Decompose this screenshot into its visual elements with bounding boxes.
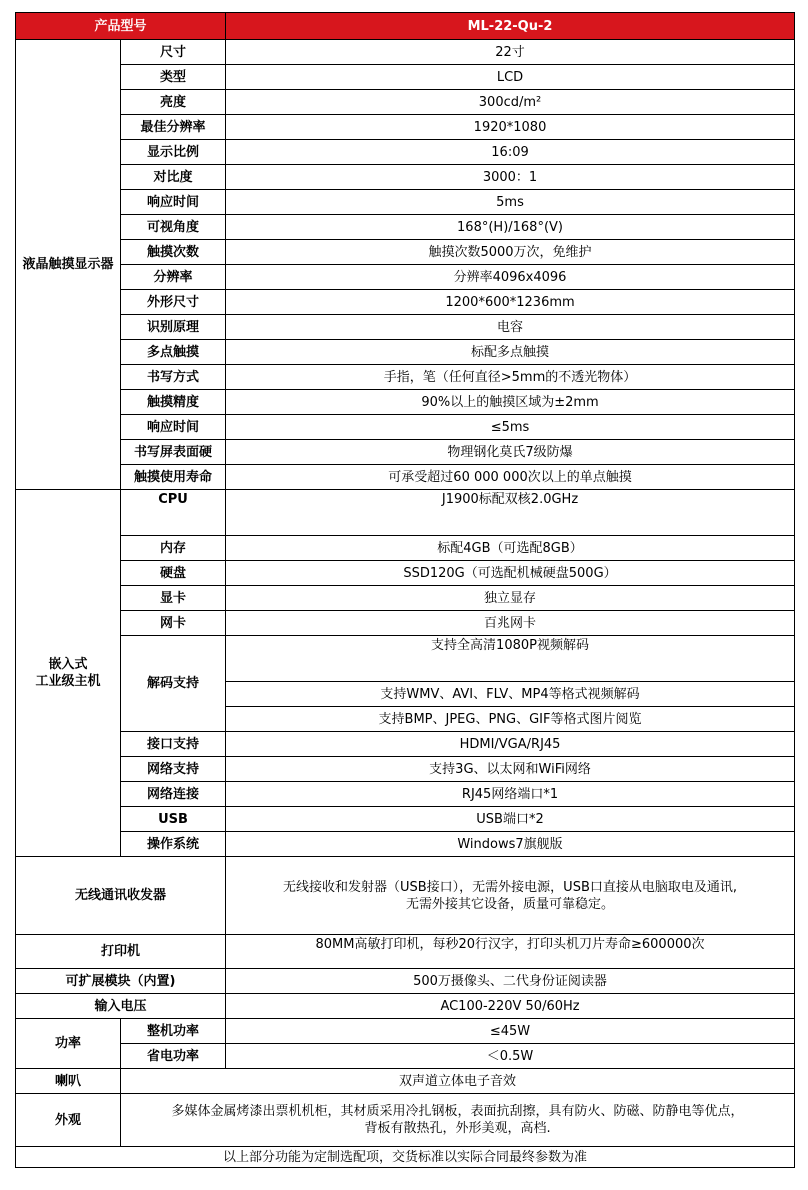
spec-key: USB xyxy=(121,807,226,832)
spec-value: 1200*600*1236mm xyxy=(226,290,795,315)
spec-key: 网络连接 xyxy=(121,782,226,807)
table-row xyxy=(16,732,795,757)
spec-key: 网卡 xyxy=(121,611,226,636)
table-row xyxy=(16,782,795,807)
spec-value: AC100-220V 50/60Hz xyxy=(226,994,795,1019)
table-row xyxy=(16,1069,795,1094)
spec-value: 物理钢化莫氏7级防爆 xyxy=(226,440,795,465)
spec-value: 支持3G、以太网和WiFi网络 xyxy=(226,757,795,782)
table-row xyxy=(16,1094,795,1147)
spec-value: 3000：1 xyxy=(226,165,795,190)
table-row xyxy=(16,415,795,440)
table-row xyxy=(16,390,795,415)
spec-key: 响应时间 xyxy=(121,190,226,215)
spec-value: 80MM高敏打印机，每秒20行汉字，打印头机刀片寿命≥600000次 xyxy=(226,935,795,969)
category-power: 功率 xyxy=(16,1019,121,1069)
spec-value: 支持BMP、JPEG、PNG、GIF等格式图片阅览 xyxy=(226,707,795,732)
table-row xyxy=(16,757,795,782)
spec-value xyxy=(226,857,795,935)
category-host xyxy=(16,490,121,857)
wireless-line1: 无线接收和发射器（USB接口），无需外接电源，USB口直接从电脑取电及通讯, xyxy=(283,879,738,895)
category-lcd: 液晶触摸显示器 xyxy=(16,40,121,490)
spec-value: SSD120G（可选配机械硬盘500G） xyxy=(226,561,795,586)
spec-key: CPU xyxy=(121,490,226,536)
spec-key: 最佳分辨率 xyxy=(121,115,226,140)
table-row xyxy=(16,365,795,390)
appearance-line2: 背板有散热孔，外形美观，高档. xyxy=(364,1121,551,1136)
table-row xyxy=(16,340,795,365)
spec-value: RJ45网络端口*1 xyxy=(226,782,795,807)
table-row xyxy=(16,857,795,935)
table-row xyxy=(16,40,795,65)
spec-key: 触摸次数 xyxy=(121,240,226,265)
table-row xyxy=(16,115,795,140)
spec-value xyxy=(121,1094,795,1147)
table-row xyxy=(16,969,795,994)
spec-value: Windows7旗舰版 xyxy=(226,832,795,857)
table-row xyxy=(16,465,795,490)
spec-value: HDMI/VGA/RJ45 xyxy=(226,732,795,757)
appearance-line1: 多媒体金属烤漆出票机机柜，其材质采用冷扎钢板，表面抗刮擦，具有防火、防磁、防静电等优点， xyxy=(171,1104,744,1119)
spec-key: 分辨率 xyxy=(121,265,226,290)
spec-value: 百兆网卡 xyxy=(226,611,795,636)
spec-value: ＜0.5W xyxy=(226,1044,795,1069)
spec-value: 分辨率4096x4096 xyxy=(226,265,795,290)
spec-key: 识别原理 xyxy=(121,315,226,340)
spec-key: 网络支持 xyxy=(121,757,226,782)
spec-value: 16:09 xyxy=(226,140,795,165)
table-row xyxy=(16,611,795,636)
spec-value: 可承受超过60 000 000次以上的单点触摸 xyxy=(226,465,795,490)
spec-key: 喇叭 xyxy=(16,1069,121,1094)
spec-value: 5ms xyxy=(226,190,795,215)
spec-key: 无线通讯收发器 xyxy=(16,857,226,935)
spec-value: LCD xyxy=(226,65,795,90)
table-row xyxy=(16,1019,795,1044)
spec-key: 内存 xyxy=(121,536,226,561)
spec-value: ≤45W xyxy=(226,1019,795,1044)
table-row xyxy=(16,265,795,290)
spec-key: 亮度 xyxy=(121,90,226,115)
spec-key: 外形尺寸 xyxy=(121,290,226,315)
table-row xyxy=(16,90,795,115)
spec-table xyxy=(15,12,795,1168)
spec-value: 标配4GB（可选配8GB） xyxy=(226,536,795,561)
spec-key: 书写方式 xyxy=(121,365,226,390)
table-row xyxy=(16,215,795,240)
spec-value: 触摸次数5000万次，免维护 xyxy=(226,240,795,265)
table-row xyxy=(16,240,795,265)
table-row xyxy=(16,586,795,611)
header-row xyxy=(16,13,795,40)
header-model: ML-22-Qu-2 xyxy=(226,13,795,40)
spec-key: 打印机 xyxy=(16,935,226,969)
table-row xyxy=(16,190,795,215)
category-host-line2: 工业级主机 xyxy=(35,674,101,689)
spec-key: 类型 xyxy=(121,65,226,90)
spec-key: 操作系统 xyxy=(121,832,226,857)
spec-value: 90%以上的触摸区域为±2mm xyxy=(226,390,795,415)
spec-value: 标配多点触摸 xyxy=(226,340,795,365)
table-row xyxy=(16,807,795,832)
spec-value: 168°(H)/168°(V) xyxy=(226,215,795,240)
spec-value: 手指，笔（任何直径>5mm的不透光物体） xyxy=(226,365,795,390)
table-row xyxy=(16,65,795,90)
spec-key: 尺寸 xyxy=(121,40,226,65)
spec-value: 支持全高清1080P视频解码 xyxy=(226,636,795,682)
spec-key: 响应时间 xyxy=(121,415,226,440)
spec-key: 整机功率 xyxy=(121,1019,226,1044)
spec-key: 显示比例 xyxy=(121,140,226,165)
table-row xyxy=(16,1044,795,1069)
spec-value: J1900标配双核2.0GHz xyxy=(226,490,795,536)
header-label: 产品型号 xyxy=(16,13,226,40)
spec-key: 可扩展模块（内置) xyxy=(16,969,226,994)
category-host-line1: 嵌入式 xyxy=(48,657,88,672)
spec-value: 22寸 xyxy=(226,40,795,65)
spec-key: 显卡 xyxy=(121,586,226,611)
spec-key: 可视角度 xyxy=(121,215,226,240)
table-row xyxy=(16,290,795,315)
spec-value: 双声道立体电子音效 xyxy=(121,1069,795,1094)
wireless-line2: 无需外接其它设备，质量可靠稳定。 xyxy=(406,896,615,912)
table-row xyxy=(16,994,795,1019)
spec-value: 支持WMV、AVI、FLV、MP4等格式视频解码 xyxy=(226,682,795,707)
table-row xyxy=(16,536,795,561)
spec-key: 多点触摸 xyxy=(121,340,226,365)
spec-value: 1920*1080 xyxy=(226,115,795,140)
spec-key: 接口支持 xyxy=(121,732,226,757)
spec-key: 触摸精度 xyxy=(121,390,226,415)
table-row xyxy=(16,440,795,465)
spec-key: 硬盘 xyxy=(121,561,226,586)
spec-value: ≤5ms xyxy=(226,415,795,440)
footnote-row xyxy=(16,1147,795,1168)
spec-value: 电容 xyxy=(226,315,795,340)
table-row xyxy=(16,636,795,682)
spec-key: 外观 xyxy=(16,1094,121,1147)
table-row xyxy=(16,315,795,340)
table-row xyxy=(16,140,795,165)
spec-key: 输入电压 xyxy=(16,994,226,1019)
table-row xyxy=(16,165,795,190)
spec-key: 书写屏表面硬 xyxy=(121,440,226,465)
spec-key: 对比度 xyxy=(121,165,226,190)
spec-key: 触摸使用寿命 xyxy=(121,465,226,490)
table-row xyxy=(16,490,795,536)
spec-key: 解码支持 xyxy=(121,636,226,732)
table-row xyxy=(16,832,795,857)
spec-key: 省电功率 xyxy=(121,1044,226,1069)
footnote: 以上部分功能为定制选配项，交货标准以实际合同最终参数为准 xyxy=(16,1147,795,1168)
spec-value: 独立显存 xyxy=(226,586,795,611)
spec-value: USB端口*2 xyxy=(226,807,795,832)
table-row xyxy=(16,935,795,969)
spec-value: 300cd/m² xyxy=(226,90,795,115)
spec-value: 500万摄像头、二代身份证阅读器 xyxy=(226,969,795,994)
table-row xyxy=(16,561,795,586)
